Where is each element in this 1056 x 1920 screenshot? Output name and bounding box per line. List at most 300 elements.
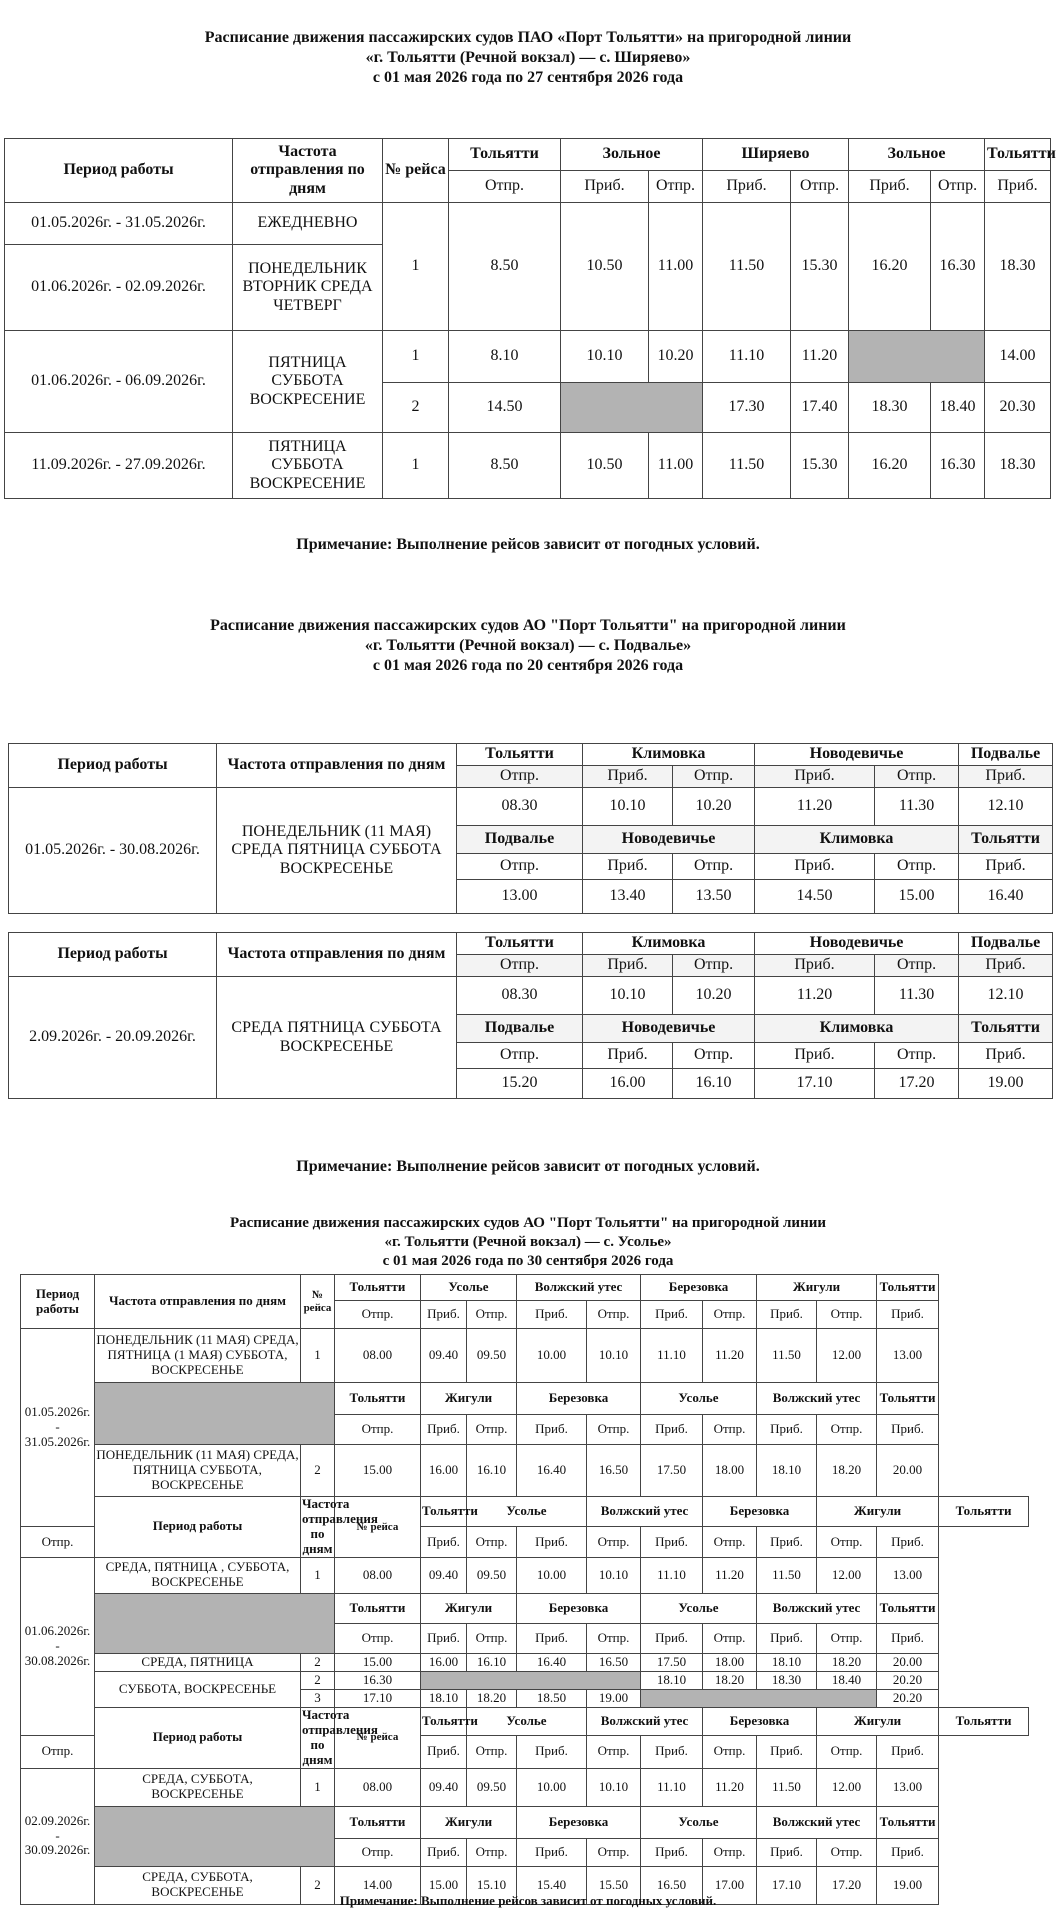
dep-arr-label: Приб. xyxy=(755,766,875,788)
period-header: Период работы xyxy=(21,1275,95,1329)
time-cell: 16.10 xyxy=(467,1445,517,1497)
trip-number-cell: 2 xyxy=(301,1445,335,1497)
time-cell: 17.50 xyxy=(641,1445,703,1497)
frequency-cell: СРЕДА, ПЯТНИЦА , СУББОТА, ВОСКРЕСЕНЬЕ xyxy=(95,1557,301,1593)
station-header: Новодевичье xyxy=(755,933,959,955)
period-cell: 01.06.2026г. - 30.08.2026г. xyxy=(21,1557,95,1735)
period-cell: 01.06.2026г. - 06.09.2026г. xyxy=(5,331,233,433)
time-cell: 11.20 xyxy=(703,1329,757,1383)
station-header: Тольятти xyxy=(335,1806,421,1838)
frequency-header: Частота отправления по дням xyxy=(217,933,457,977)
dep-arr-label: Приб. xyxy=(517,1838,587,1866)
time-cell: 18.00 xyxy=(703,1445,757,1497)
time-cell: 11.10 xyxy=(641,1557,703,1593)
station-header: Жигули xyxy=(421,1806,517,1838)
dep-arr-label: Отпр. xyxy=(467,1735,517,1768)
station-header: Жигули xyxy=(421,1593,517,1623)
shiryaevo-title-line3: с 01 мая 2026 года по 27 сентября 2026 года xyxy=(372,69,684,86)
dep-arr-label: Приб. xyxy=(757,1527,817,1557)
time-cell: 17.30 xyxy=(703,383,791,433)
dep-arr-label: Приб. xyxy=(517,1301,587,1329)
time-cell: 11.20 xyxy=(755,977,875,1015)
trip-number-cell: 2 xyxy=(301,1866,335,1904)
dep-arr-label: Отпр. xyxy=(21,1527,95,1557)
frequency-cell: ПОНЕДЕЛЬНИК (11 МАЯ) СРЕДА ПЯТНИЦА СУББОТА ВОСКРЕСЕНЬЕ xyxy=(217,788,457,914)
trip-number-cell: 1 xyxy=(301,1329,335,1383)
station-header: Усолье xyxy=(421,1275,517,1301)
time-cell: 10.10 xyxy=(561,331,649,383)
dep-arr-label: Отпр. xyxy=(457,766,583,788)
time-cell: 16.50 xyxy=(641,1866,703,1904)
station-header: Подвалье xyxy=(457,826,583,854)
dep-arr-label: Приб. xyxy=(959,1043,1053,1069)
time-cell: 10.00 xyxy=(517,1329,587,1383)
period-header: Период работы xyxy=(95,1497,301,1558)
time-cell: 10.00 xyxy=(517,1557,587,1593)
time-cell: 09.50 xyxy=(467,1557,517,1593)
dep-arr-label: Приб. xyxy=(421,1623,467,1653)
frequency-header: Частота отправления по дням xyxy=(95,1275,301,1329)
time-cell: 10.10 xyxy=(583,788,673,826)
dep-arr-label: Отпр. xyxy=(587,1301,641,1329)
time-cell: 10.10 xyxy=(587,1768,641,1806)
dep-arr-label: Приб. xyxy=(959,854,1053,880)
dep-arr-label: Приб. xyxy=(703,171,791,203)
dep-arr-label: Приб. xyxy=(757,1301,817,1329)
time-cell: 08.00 xyxy=(335,1768,421,1806)
period-cell: 01.05.2026г. - 31.05.2026г. xyxy=(5,203,233,245)
time-cell: 11.50 xyxy=(757,1768,817,1806)
frequency-cell: ПОНЕДЕЛЬНИК (11 МАЯ) СРЕДА, ПЯТНИЦА (1 МАЯ) СУББОТА, ВОСКРЕСЕНЬЕ xyxy=(95,1329,301,1383)
time-cell: 16.00 xyxy=(421,1445,467,1497)
time-cell: 18.50 xyxy=(517,1689,587,1707)
dep-arr-label: Отпр. xyxy=(673,854,755,880)
dep-arr-label: Отпр. xyxy=(875,1043,959,1069)
time-cell: 19.00 xyxy=(877,1866,939,1904)
time-cell: 16.40 xyxy=(959,880,1053,914)
trip-number-cell: 3 xyxy=(301,1689,335,1707)
trip-number-cell: 1 xyxy=(301,1557,335,1593)
time-cell: 19.00 xyxy=(587,1689,641,1707)
time-cell: 12.00 xyxy=(817,1768,877,1806)
dep-arr-label: Приб. xyxy=(959,955,1053,977)
time-cell: 16.50 xyxy=(587,1653,641,1671)
period-header: Период работы xyxy=(9,933,217,977)
time-cell: 20.00 xyxy=(877,1653,939,1671)
station-header: Березовка xyxy=(517,1593,641,1623)
dep-arr-label: Отпр. xyxy=(703,1527,757,1557)
time-cell: 16.00 xyxy=(583,1069,673,1099)
dep-arr-label: Приб. xyxy=(421,1838,467,1866)
station-header: Тольятти xyxy=(457,933,583,955)
time-cell: 15.30 xyxy=(791,433,849,499)
station-header: Климовка xyxy=(755,826,959,854)
time-cell: 18.10 xyxy=(421,1689,467,1707)
dep-arr-label: Приб. xyxy=(517,1735,587,1768)
time-cell: 17.40 xyxy=(791,383,849,433)
dep-arr-label: Отпр. xyxy=(817,1301,877,1329)
dep-arr-label: Отпр. xyxy=(467,1838,517,1866)
time-cell: 16.50 xyxy=(587,1445,641,1497)
station-header: Жигули xyxy=(757,1275,877,1301)
time-cell: 13.40 xyxy=(583,880,673,914)
station-header: Тольятти xyxy=(421,1497,467,1527)
time-cell: 15.00 xyxy=(421,1866,467,1904)
time-cell: 11.20 xyxy=(791,331,849,383)
time-cell: 09.50 xyxy=(467,1768,517,1806)
station-header: Новодевичье xyxy=(583,1015,755,1043)
podvalye-title-line1: Расписание движения пассажирских судов АО "Порт Тольятти" на пригородной линии xyxy=(210,617,846,634)
time-cell: 18.20 xyxy=(817,1653,877,1671)
time-cell: 16.00 xyxy=(421,1653,467,1671)
dep-arr-label: Отпр. xyxy=(457,854,583,880)
station-header: Усолье xyxy=(467,1707,587,1735)
station-header: Климовка xyxy=(583,933,755,955)
time-cell: 11.20 xyxy=(703,1768,757,1806)
trip-number-cell: 2 xyxy=(383,383,449,433)
dep-arr-label: Отпр. xyxy=(703,1623,757,1653)
dep-arr-label: Приб. xyxy=(641,1838,703,1866)
time-cell: 09.40 xyxy=(421,1329,467,1383)
station-header: Усолье xyxy=(641,1806,757,1838)
dep-arr-label: Отпр. xyxy=(817,1527,877,1557)
time-cell: 15.20 xyxy=(457,1069,583,1099)
time-cell: 12.10 xyxy=(959,788,1053,826)
dep-arr-label: Приб. xyxy=(421,1301,467,1329)
period-header: Период работы xyxy=(9,744,217,788)
dep-arr-label: Приб. xyxy=(755,955,875,977)
dep-arr-label: Приб. xyxy=(959,766,1053,788)
time-cell: 11.30 xyxy=(875,788,959,826)
time-cell: 20.20 xyxy=(877,1671,939,1689)
dep-arr-label: Отпр. xyxy=(587,1735,641,1768)
time-cell: 18.20 xyxy=(817,1445,877,1497)
time-cell: 09.50 xyxy=(467,1329,517,1383)
frequency-cell: ПОНЕДЕЛЬНИК (11 МАЯ) СРЕДА, ПЯТНИЦА СУББОТА, ВОСКРЕСЕНЬЕ xyxy=(95,1445,301,1497)
dep-arr-label: Приб. xyxy=(641,1301,703,1329)
station-header: Волжский утес xyxy=(757,1806,877,1838)
trip-number-cell: 1 xyxy=(383,331,449,383)
time-cell: 17.20 xyxy=(875,1069,959,1099)
time-cell: 08.00 xyxy=(335,1557,421,1593)
time-cell: 11.00 xyxy=(649,433,703,499)
dep-arr-label: Приб. xyxy=(641,1623,703,1653)
dep-arr-label: Отпр. xyxy=(875,955,959,977)
dep-arr-label: Приб. xyxy=(877,1415,939,1445)
station-header: Тольятти xyxy=(335,1383,421,1415)
time-cell: 12.10 xyxy=(959,977,1053,1015)
station-header: Тольятти xyxy=(335,1593,421,1623)
shiryaevo-header xyxy=(0,28,1056,88)
dep-arr-label: Отпр. xyxy=(335,1301,421,1329)
station-header: Березовка xyxy=(703,1707,817,1735)
station-header: Волжский утес xyxy=(587,1707,703,1735)
podvalye-header xyxy=(0,616,1056,676)
dep-arr-label: Приб. xyxy=(641,1735,703,1768)
time-cell: 11.10 xyxy=(641,1329,703,1383)
time-cell: 09.40 xyxy=(421,1768,467,1806)
usolye-title-line1: Расписание движения пассажирских судов АО "Порт Тольятти" на пригородной линии xyxy=(229,1215,827,1231)
time-cell: 17.10 xyxy=(755,1069,875,1099)
station-header: Березовка xyxy=(641,1275,757,1301)
time-cell: 17.20 xyxy=(817,1866,877,1904)
time-cell: 11.00 xyxy=(649,203,703,331)
dep-arr-label: Приб. xyxy=(517,1415,587,1445)
station-header: Зольное xyxy=(849,139,985,171)
station-header: Подвалье xyxy=(457,1015,583,1043)
time-cell: 10.10 xyxy=(587,1329,641,1383)
time-cell: 10.00 xyxy=(517,1768,587,1806)
station-header: Тольятти xyxy=(985,139,1051,171)
time-cell: 17.10 xyxy=(335,1689,421,1707)
station-header: Новодевичье xyxy=(583,826,755,854)
time-cell: 17.10 xyxy=(757,1866,817,1904)
trip-number-cell: 1 xyxy=(383,433,449,499)
station-header: Новодевичье xyxy=(755,744,959,766)
dep-arr-label: Приб. xyxy=(755,854,875,880)
station-header: Волжский утес xyxy=(517,1275,641,1301)
time-cell: 15.00 xyxy=(875,880,959,914)
dep-arr-label: Приб. xyxy=(757,1623,817,1653)
time-cell: 08.30 xyxy=(457,977,583,1015)
time-cell: 17.50 xyxy=(641,1653,703,1671)
time-cell: 11.10 xyxy=(641,1768,703,1806)
station-header: Жигули xyxy=(817,1497,939,1527)
time-cell: 18.10 xyxy=(641,1671,703,1689)
station-header: Тольятти xyxy=(877,1275,939,1301)
period-header: Период работы xyxy=(95,1707,301,1768)
dep-arr-label: Приб. xyxy=(421,1527,467,1557)
station-header: Тольятти xyxy=(877,1593,939,1623)
dep-arr-label: Отпр. xyxy=(467,1415,517,1445)
time-cell: 18.10 xyxy=(757,1653,817,1671)
station-header: Ширяево xyxy=(703,139,849,171)
time-cell: 18.20 xyxy=(703,1671,757,1689)
dep-arr-label: Приб. xyxy=(877,1838,939,1866)
station-header: Тольятти xyxy=(939,1497,1029,1527)
time-cell: 08.30 xyxy=(457,788,583,826)
time-cell: 15.00 xyxy=(335,1445,421,1497)
time-cell: 18.30 xyxy=(985,203,1051,331)
time-cell: 15.40 xyxy=(517,1866,587,1904)
time-cell: 16.40 xyxy=(517,1445,587,1497)
station-header: Климовка xyxy=(755,1015,959,1043)
dep-arr-label: Приб. xyxy=(641,1527,703,1557)
frequency-cell: СУББОТА, ВОСКРЕСЕНЬЕ xyxy=(95,1671,301,1707)
time-cell: 11.50 xyxy=(757,1557,817,1593)
no-service-cell xyxy=(849,331,985,383)
time-cell: 09.40 xyxy=(421,1557,467,1593)
usolye-note: Примечание: Выполнение рейсов зависит от погодных условий. xyxy=(339,1893,717,1908)
station-header: Подвалье xyxy=(959,933,1053,955)
dep-arr-label: Приб. xyxy=(583,766,673,788)
station-header: Тольятти xyxy=(457,744,583,766)
dep-arr-label: Отпр. xyxy=(817,1838,877,1866)
dep-arr-label: Приб. xyxy=(985,171,1051,203)
dep-arr-label: Приб. xyxy=(641,1415,703,1445)
time-cell: 16.30 xyxy=(931,203,985,331)
time-cell: 10.10 xyxy=(587,1557,641,1593)
time-cell: 18.30 xyxy=(985,433,1051,499)
dep-arr-label: Приб. xyxy=(421,1415,467,1445)
time-cell: 14.00 xyxy=(335,1866,421,1904)
station-header: Волжский утес xyxy=(757,1383,877,1415)
station-header: Климовка xyxy=(583,744,755,766)
station-header: Березовка xyxy=(703,1497,817,1527)
time-cell: 16.30 xyxy=(931,433,985,499)
time-cell: 18.00 xyxy=(703,1653,757,1671)
time-cell: 20.20 xyxy=(877,1689,939,1707)
station-header: Тольятти xyxy=(449,139,561,171)
blank-cell xyxy=(95,1383,335,1445)
dep-arr-label: Отпр. xyxy=(457,955,583,977)
dep-arr-label: Приб. xyxy=(877,1623,939,1653)
dep-arr-label: Отпр. xyxy=(587,1623,641,1653)
time-cell: 16.10 xyxy=(673,1069,755,1099)
usolye-header xyxy=(0,1214,1056,1271)
station-header: Жигули xyxy=(421,1383,517,1415)
dep-arr-label: Отпр. xyxy=(673,766,755,788)
station-header: Волжский утес xyxy=(757,1593,877,1623)
frequency-cell: ПЯТНИЦА СУББОТА ВОСКРЕСЕНИЕ xyxy=(233,433,383,499)
station-header: Тольятти xyxy=(877,1383,939,1415)
time-cell: 19.00 xyxy=(959,1069,1053,1099)
time-cell: 16.40 xyxy=(517,1653,587,1671)
time-cell: 10.50 xyxy=(561,433,649,499)
station-header: Тольятти xyxy=(877,1806,939,1838)
dep-arr-label: Отпр. xyxy=(587,1527,641,1557)
dep-arr-label: Приб. xyxy=(757,1735,817,1768)
time-cell: 20.30 xyxy=(985,383,1051,433)
trip-number-header: № рейса xyxy=(335,1497,421,1558)
time-cell: 11.20 xyxy=(703,1557,757,1593)
time-cell: 11.20 xyxy=(755,788,875,826)
time-cell: 14.50 xyxy=(449,383,561,433)
dep-arr-label: Приб. xyxy=(877,1527,939,1557)
time-cell: 13.50 xyxy=(673,880,755,914)
trip-number-header: № рейса xyxy=(301,1275,335,1329)
podvalye-title-line3: с 01 мая 2026 года по 20 сентября 2026 года xyxy=(372,657,684,674)
dep-arr-label: Приб. xyxy=(583,955,673,977)
time-cell: 14.50 xyxy=(755,880,875,914)
station-header: Подвалье xyxy=(959,744,1053,766)
frequency-cell: СРЕДА ПЯТНИЦА СУББОТА ВОСКРЕСЕНЬЕ xyxy=(217,977,457,1099)
blank-cell xyxy=(95,1806,335,1866)
time-cell: 11.30 xyxy=(875,977,959,1015)
time-cell: 12.00 xyxy=(817,1329,877,1383)
period-cell: 02.09.2026г. - 30.09.2026г. xyxy=(21,1768,95,1904)
dep-arr-label: Отпр. xyxy=(703,1415,757,1445)
dep-arr-label: Приб. xyxy=(583,1043,673,1069)
dep-arr-label: Отпр. xyxy=(587,1415,641,1445)
dep-arr-label: Приб. xyxy=(849,171,931,203)
trip-number-header: № рейса xyxy=(383,139,449,203)
frequency-header: Частота отправления по дням xyxy=(233,139,383,203)
trip-number-header: № рейса xyxy=(335,1707,421,1768)
time-cell: 16.30 xyxy=(335,1671,421,1689)
time-cell: 8.10 xyxy=(449,331,561,383)
time-cell: 15.50 xyxy=(587,1866,641,1904)
trip-number-cell: 1 xyxy=(301,1768,335,1806)
time-cell: 18.30 xyxy=(757,1671,817,1689)
period-cell: 01.05.2026г. - 30.08.2026г. xyxy=(9,788,217,914)
dep-arr-label: Отпр. xyxy=(457,1043,583,1069)
no-service-cell xyxy=(561,383,703,433)
station-header: Усолье xyxy=(641,1593,757,1623)
podvalye-title-line2: «г. Тольятти (Речной вокзал) — с. Подвалье» xyxy=(364,637,692,654)
time-cell: 15.30 xyxy=(791,203,849,331)
frequency-header: Частота отправления по дням xyxy=(302,1706,378,1767)
time-cell: 08.00 xyxy=(335,1329,421,1383)
frequency-cell: СРЕДА, СУББОТА, ВОСКРЕСЕНЬЕ xyxy=(95,1866,301,1904)
dep-arr-label: Приб. xyxy=(877,1301,939,1329)
dep-arr-label: Приб. xyxy=(757,1838,817,1866)
time-cell: 16.20 xyxy=(849,433,931,499)
dep-arr-label: Отпр. xyxy=(587,1838,641,1866)
trip-number-cell: 1 xyxy=(383,203,449,331)
time-cell: 10.20 xyxy=(673,977,755,1015)
station-header: Тольятти xyxy=(335,1275,421,1301)
time-cell: 10.20 xyxy=(673,788,755,826)
dep-arr-label: Отпр. xyxy=(467,1623,517,1653)
frequency-cell: СРЕДА, ПЯТНИЦА xyxy=(95,1653,301,1671)
time-cell: 20.00 xyxy=(877,1445,939,1497)
dep-arr-label: Приб. xyxy=(583,854,673,880)
dep-arr-label: Приб. xyxy=(755,1043,875,1069)
dep-arr-label: Отпр. xyxy=(791,171,849,203)
dep-arr-label: Приб. xyxy=(757,1415,817,1445)
time-cell: 15.00 xyxy=(335,1653,421,1671)
no-service-cell xyxy=(421,1671,641,1689)
time-cell: 14.00 xyxy=(985,331,1051,383)
station-header: Жигули xyxy=(817,1707,939,1735)
dep-arr-label: Отпр. xyxy=(817,1735,877,1768)
dep-arr-label: Приб. xyxy=(517,1623,587,1653)
station-header: Усолье xyxy=(467,1497,587,1527)
dep-arr-label: Приб. xyxy=(877,1735,939,1768)
trip-number-cell: 2 xyxy=(301,1671,335,1689)
station-header: Тольятти xyxy=(959,826,1053,854)
time-cell: 16.10 xyxy=(467,1653,517,1671)
dep-arr-label: Отпр. xyxy=(335,1838,421,1866)
dep-arr-label: Отпр. xyxy=(673,1043,755,1069)
time-cell: 11.50 xyxy=(703,203,791,331)
frequency-cell: ЕЖЕДНЕВНО xyxy=(233,203,383,245)
station-header: Березовка xyxy=(517,1806,641,1838)
dep-arr-label: Отпр. xyxy=(673,955,755,977)
shiryaevo-schedule-table xyxy=(4,138,1056,499)
dep-arr-label: Приб. xyxy=(421,1735,467,1768)
time-cell: 18.20 xyxy=(467,1689,517,1707)
time-cell: 13.00 xyxy=(457,880,583,914)
time-cell: 11.50 xyxy=(757,1329,817,1383)
station-header: Усолье xyxy=(641,1383,757,1415)
time-cell: 10.50 xyxy=(561,203,649,331)
frequency-header: Частота отправления по дням xyxy=(302,1496,378,1556)
usolye-title-line2: «г. Тольятти (Речной вокзал) — с. Усолье» xyxy=(384,1234,672,1250)
dep-arr-label: Приб. xyxy=(561,171,649,203)
time-cell: 8.50 xyxy=(449,433,561,499)
dep-arr-label: Отпр. xyxy=(703,1301,757,1329)
time-cell: 12.00 xyxy=(817,1557,877,1593)
time-cell: 15.10 xyxy=(467,1866,517,1904)
time-cell: 18.30 xyxy=(849,383,931,433)
period-cell: 2.09.2026г. - 20.09.2026г. xyxy=(9,977,217,1099)
period-cell: 11.09.2026г. - 27.09.2026г. xyxy=(5,433,233,499)
trip-number-cell: 2 xyxy=(301,1653,335,1671)
dep-arr-label: Отпр. xyxy=(467,1527,517,1557)
shiryaevo-note: Примечание: Выполнение рейсов зависит от погодных условий. xyxy=(296,536,760,553)
